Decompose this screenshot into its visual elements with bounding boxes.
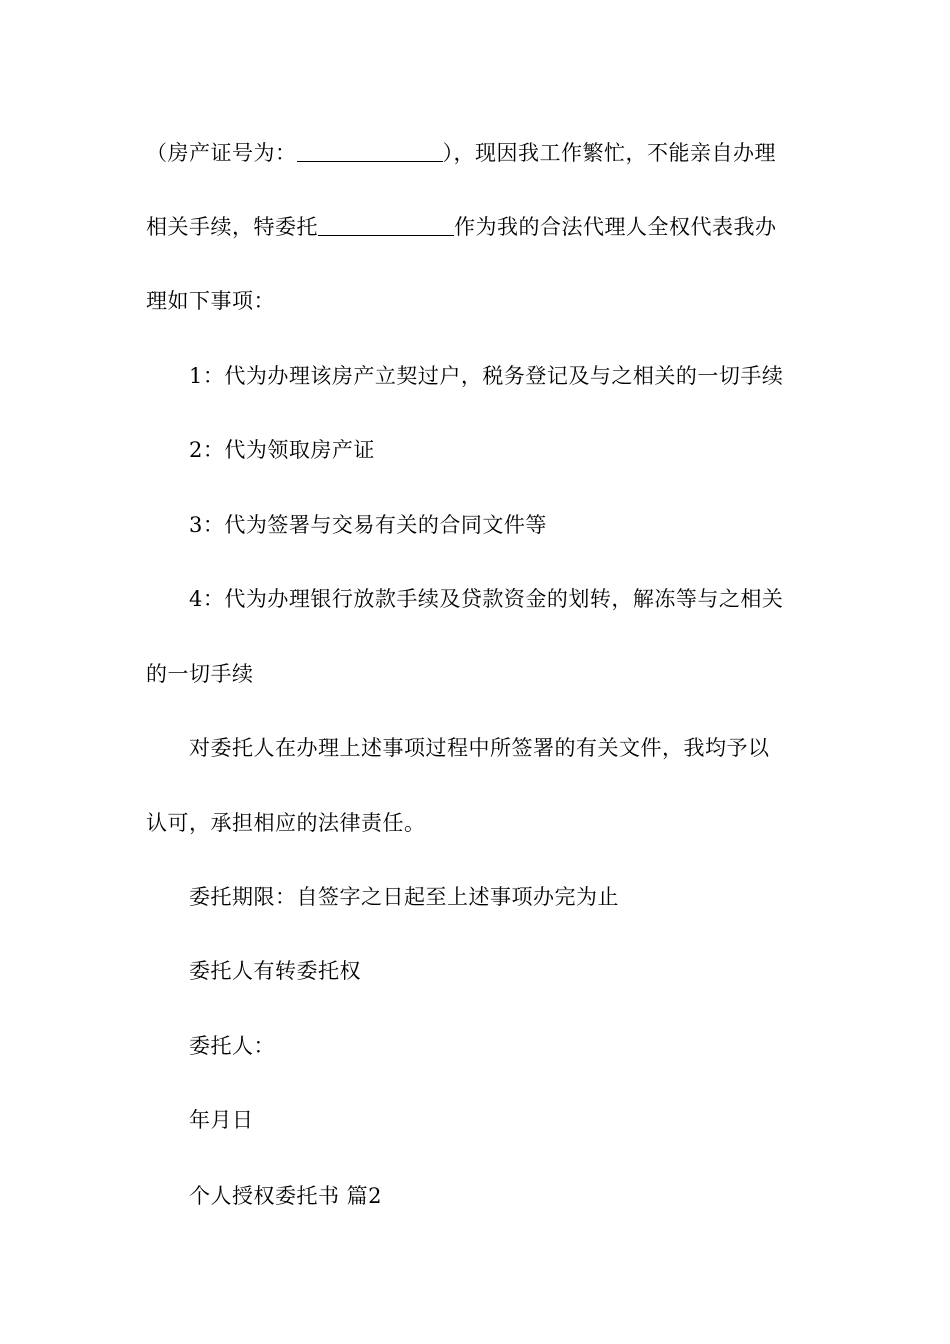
para1-line2-start: 相关手续，特委托 [146,215,318,239]
para1-line1-start: （房产证号为： [146,141,297,165]
para1-line2 [146,212,777,242]
principal-signature-label: 委托人： [189,1034,275,1058]
para2-line1: 对委托人在办理上述事项过程中所签署的有关文件，我均予以 [189,736,770,760]
agent-name-blank [318,215,454,236]
item-3: 3：代为签署与交易有关的合同文件等 [189,513,547,537]
para1-line1-end: ），现因我工作繁忙，不能亲自办理 [442,141,776,165]
item-2: 2：代为领取房产证 [189,438,375,462]
item-4: 4：代为办理银行放款手续及贷款资金的划转，解冻等与之相关 [189,587,784,611]
para1-line1 [146,138,776,168]
property-cert-number-blank [297,141,443,162]
next-section-title: 个人授权委托书 篇2 [189,1184,383,1208]
para1-line2-end: 作为我的合法代理人全权代表我办 [454,215,777,239]
item-4-continued: 的一切手续 [146,662,254,686]
transfer-right: 委托人有转委托权 [189,959,361,983]
para2-line2: 认可，承担相应的法律责任。 [146,811,426,835]
entrust-term: 委托期限：自签字之日起至上述事项办完为止 [189,885,619,909]
date-label: 年月日 [189,1108,254,1132]
item-1: 1：代为办理该房产立契过户，税务登记及与之相关的一切手续 [189,364,784,388]
para1-line3: 理如下事项： [146,289,275,313]
